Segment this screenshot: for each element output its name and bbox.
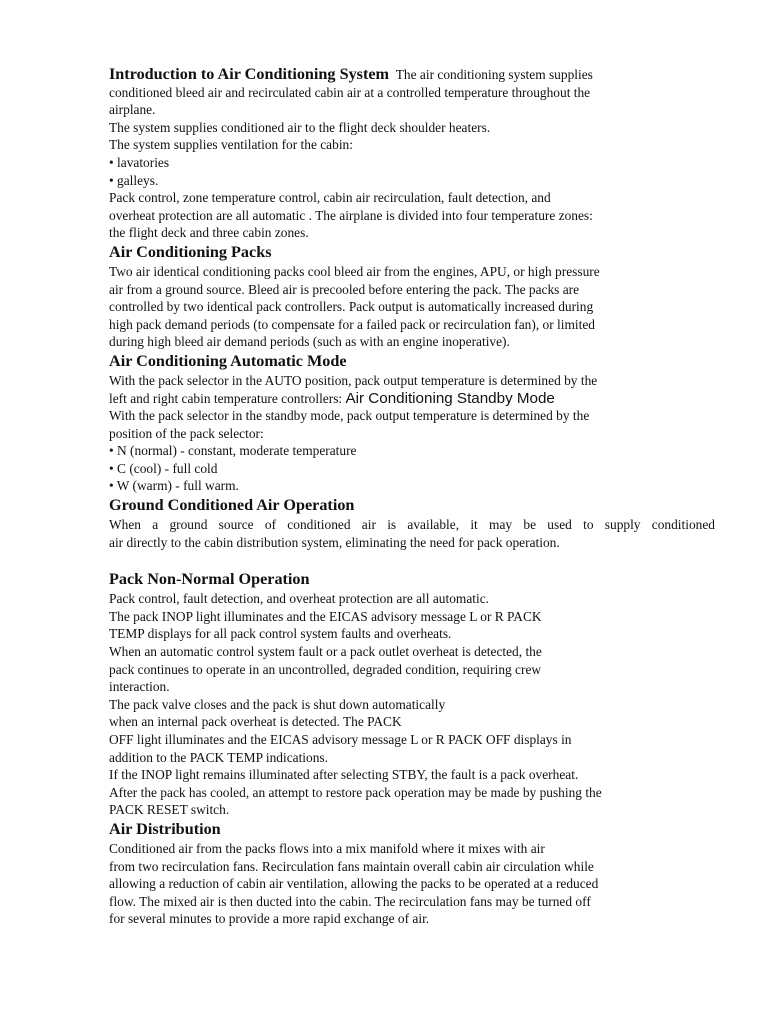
paragraph-line: controlled by two identical pack controllers. Pack output is automatically increased during — [109, 299, 594, 315]
bullet-item: • C (cool) - full cold — [109, 460, 218, 476]
paragraph-text: left and right cabin temperature controllers: — [109, 390, 343, 406]
bullet-item: • galleys. — [109, 172, 159, 188]
section-non-normal — [109, 569, 715, 819]
section-air-distribution — [109, 819, 715, 928]
paragraph-line: The pack valve closes and the pack is shut down automatically — [109, 696, 446, 712]
paragraph-line: The air conditioning system supplies — [395, 67, 593, 82]
section-heading: Introduction to Air Conditioning System — [109, 65, 390, 83]
section-packs — [109, 242, 715, 351]
paragraph-line: When a ground source of conditioned air is available, it may be used to supply conditioned — [109, 517, 715, 533]
section-heading: Pack Non-Normal Operation — [109, 570, 310, 589]
section-introduction — [109, 66, 715, 242]
paragraph-line: pack continues to operate in an uncontrolled, degraded condition, requiring crew — [109, 661, 542, 677]
paragraph-line: Pack control, zone temperature control, cabin air recirculation, fault detection, and — [109, 190, 551, 206]
inline-heading-standby-mode: Air Conditioning Standby Mode — [345, 389, 555, 407]
bullet-item: • N (normal) - constant, moderate temperature — [109, 443, 357, 459]
paragraph-line: If the INOP light remains illuminated after selecting STBY, the fault is a pack overheat. — [109, 767, 579, 783]
paragraph-line: conditioned bleed air and recirculated cabin air at a controlled temperature throughout the — [109, 84, 591, 100]
paragraph-line: position of the pack selector: — [109, 425, 264, 441]
paragraph-line: OFF light illuminates and the EICAS advisory message L or R PACK OFF displays in — [109, 732, 572, 747]
paragraph-line: The pack INOP light illuminates and the EICAS advisory message L or R PACK — [109, 608, 542, 624]
paragraph-line: addition to the PACK TEMP indications. — [109, 749, 328, 765]
bullet-item: • lavatories — [109, 154, 170, 170]
document-page — [109, 66, 715, 928]
paragraph-line: during high bleed air demand periods (such as with an engine inoperative). — [109, 334, 510, 350]
paragraph-line: allowing a reduction of cabin air ventilation, allowing the packs to be operated at a reduced — [109, 876, 599, 892]
paragraph-line: flow. The mixed air is then ducted into the cabin. The recirculation fans may be turned off — [109, 893, 591, 909]
section-heading: Air Distribution — [109, 819, 221, 838]
paragraph-line: Conditioned air from the packs flows into a mix manifold where it mixes with air — [109, 840, 545, 856]
bullet-item: • W (warm) - full warm. — [109, 478, 239, 494]
section-heading: Air Conditioning Automatic Mode — [109, 351, 347, 370]
paragraph-line: The system supplies ventilation for the cabin: — [109, 137, 353, 153]
paragraph-line: The system supplies conditioned air to the flight deck shoulder heaters. — [109, 119, 491, 135]
paragraph-line: from two recirculation fans. Recirculation fans maintain overall cabin air circulation while — [109, 858, 594, 874]
paragraph-line: when an internal pack overheat is detected. The PACK — [109, 714, 402, 730]
paragraph-line: When an automatic control system fault or a pack outlet overheat is detected, the — [109, 644, 542, 660]
intro-first-line — [109, 66, 715, 84]
paragraph-line: PACK RESET switch. — [109, 802, 230, 818]
section-spacer — [109, 551, 715, 569]
section-heading: Ground Conditioned Air Operation — [109, 496, 355, 515]
section-ground-air — [109, 495, 715, 551]
paragraph-line: the flight deck and three cabin zones. — [109, 225, 309, 241]
paragraph-line: Two air identical conditioning packs cool bleed air from the engines, APU, or high pressure — [109, 263, 600, 279]
paragraph-line: After the pack has cooled, an attempt to restore pack operation may be made by pushing the — [109, 784, 602, 800]
paragraph-line: high pack demand periods (to compensate for a failed pack or recirculation fan), or limited — [109, 316, 595, 332]
paragraph-line: Pack control, fault detection, and overheat protection are all automatic. — [109, 591, 489, 607]
paragraph-line: With the pack selector in the standby mode, pack output temperature is determined by the — [109, 408, 590, 424]
paragraph-line: With the pack selector in the AUTO position, pack output temperature is determined by the — [109, 372, 598, 388]
paragraph-line: interaction. — [109, 679, 170, 695]
paragraph-line: air from a ground source. Bleed air is precooled before entering the pack. The packs are — [109, 281, 580, 297]
section-automatic-mode — [109, 351, 715, 495]
paragraph-line: overheat protection are all automatic . The airplane is divided into four temperature zones: — [109, 207, 593, 223]
paragraph-line: TEMP displays for all pack control system faults and overheats. — [109, 626, 452, 642]
paragraph-line: air directly to the cabin distribution system, eliminating the need for pack operation. — [109, 534, 560, 550]
paragraph-line-with-inline-heading — [109, 390, 715, 408]
paragraph-line: for several minutes to provide a more rapid exchange of air. — [109, 911, 430, 927]
paragraph-line: airplane. — [109, 102, 156, 118]
section-heading: Air Conditioning Packs — [109, 242, 272, 261]
